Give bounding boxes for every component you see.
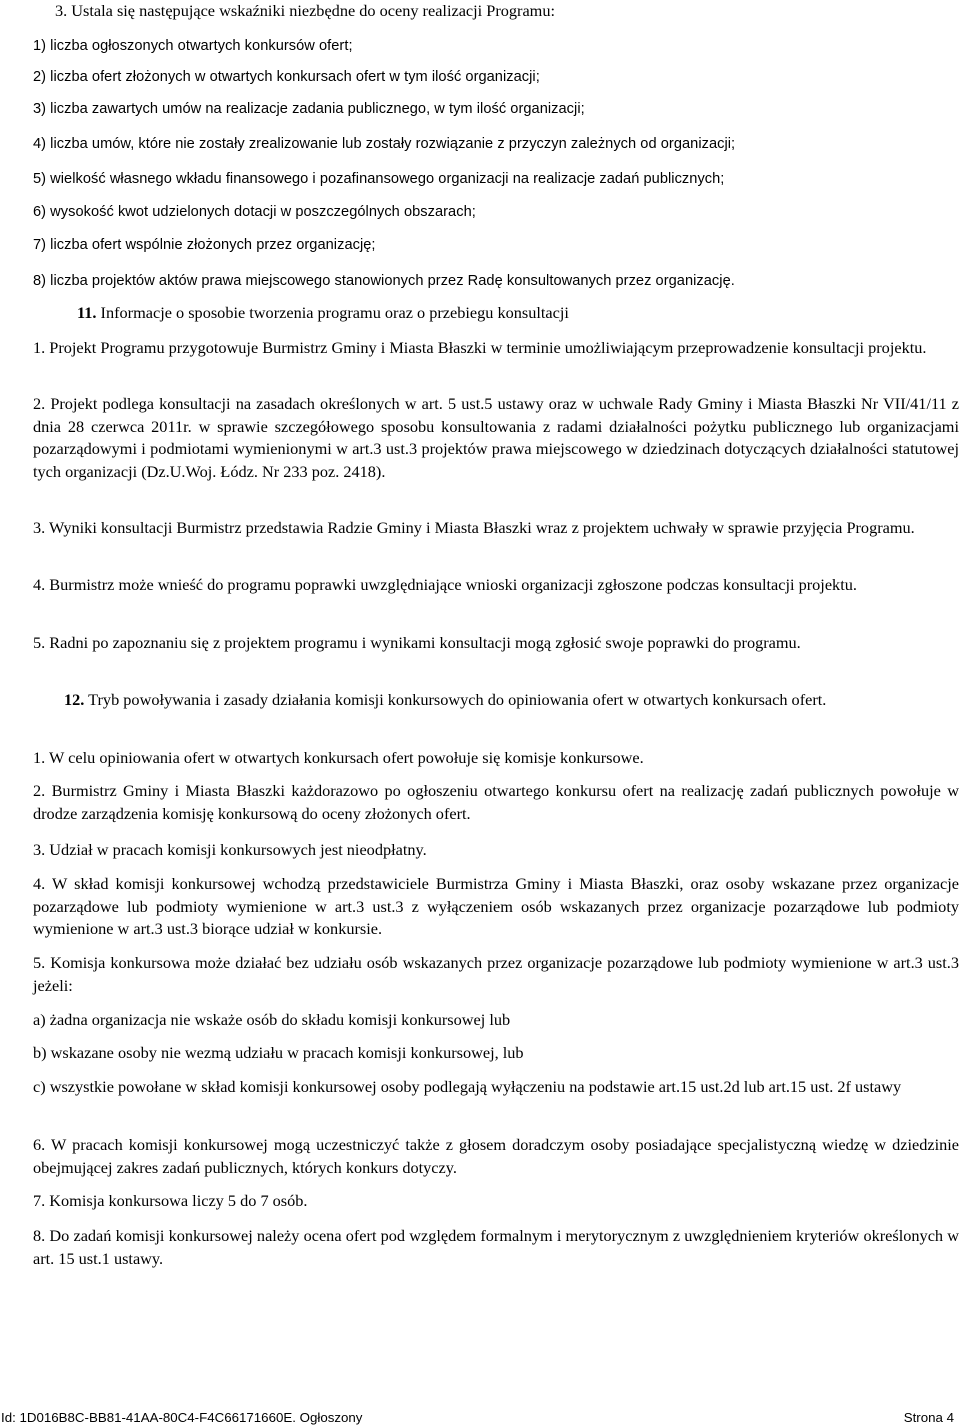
section-12-paragraph: 5. Komisja konkursowa może działać bez udziału osób wskazanych przez organizacje pozarządowe lub podmioty wymienione w art.3 ust.3 jeżeli: xyxy=(33,953,959,995)
section-12-paragraph: 3. Udział w pracach komisji konkursowych jest nieodpłatny. xyxy=(33,840,427,859)
section-11-paragraph: 1. Projekt Programu przygotowuje Burmistrz Gminy i Miasta Błaszki w terminie umożliwiającym przeprowadzenie konsultacji projektu. xyxy=(33,338,927,357)
page-number: Strona 4 xyxy=(903,1410,954,1425)
indicator-item: 5) wielkość własnego wkładu finansowego i pozafinansowego organizacji na realizacje zadań publicznych; xyxy=(33,171,725,187)
indicator-item: 7) liczba ofert wspólnie złożonych przez organizację; xyxy=(33,237,376,253)
condition-item: a) żadna organizacja nie wskaże osób do składu komisji konkursowej lub xyxy=(33,1010,511,1029)
section-number: 11. xyxy=(77,303,97,322)
section-12-paragraph: 2. Burmistrz Gminy i Miasta Błaszki każdorazowo po ogłoszeniu otwartego konkursu ofert na realizację zadań publicznych powołuje w drodze zarządzenia komisję konkursową do oceny złożonych ofert. xyxy=(33,781,959,823)
document-id: Id: 1D016B8C-BB81-41AA-80C4-F4C66171660E. Ogłoszony xyxy=(1,1410,363,1425)
indicator-item: 2) liczba ofert złożonych w otwartych konkursach ofert w tym ilość organizacji; xyxy=(33,69,540,85)
indicators-intro: 3. Ustala się następujące wskaźniki niezbędne do oceny realizacji Programu: xyxy=(55,1,556,20)
section-number: 12. xyxy=(64,690,85,709)
section-12-heading xyxy=(33,689,959,712)
section-12-paragraph: 6. W pracach komisji konkursowej mogą uczestniczyć także z głosem doradczym osoby posiadające specjalistyczną wiedzę w dziedzinie obejmującej zakres zadań publicznych, których konkurs dotyczy. xyxy=(33,1135,959,1177)
section-title: Informacje o sposobie tworzenia programu oraz o przebiegu konsultacji xyxy=(100,303,569,322)
section-11-paragraph: 2. Projekt podlega konsultacji na zasadach określonych w art. 5 ust.5 ustawy oraz w uchwale Rady Gminy i Miasta Błaszki Nr VII/41/11 z dnia 28 czerwca 2011r. w sprawie szczegółowego sposobu konsultowania z radami działalności pożytku publicznego lub organizacjami pozarządowymi i podmiotami wymienionymi w art.3 ust.3 projektów prawa miejscowego w dziedzinach dotyczących działalności statutowej tych organizacji (Dz.U.Woj. Łódz. Nr 233 poz. 2418). xyxy=(33,394,959,481)
indicator-item: 3) liczba zawartych umów na realizacje zadania publicznego, w tym ilość organizacji; xyxy=(33,101,585,117)
indicator-item: 6) wysokość kwot udzielonych dotacji w poszczególnych obszarach; xyxy=(33,204,476,220)
section-12-paragraph: 8. Do zadań komisji konkursowej należy ocena ofert pod względem formalnym i merytorycznym z uwzględnieniem kryteriów określonych w art. 15 ust.1 ustawy. xyxy=(33,1226,959,1268)
indicator-item: 8) liczba projektów aktów prawa miejscowego stanowionych przez Radę konsultowanych przez organizację. xyxy=(33,273,735,289)
indicator-item: 4) liczba umów, które nie zostały zrealizowanie lub zostały rozwiązanie z przyczyn zależnych od organizacji; xyxy=(33,136,736,152)
condition-item: c) wszystkie powołane w skład komisji konkursowej osoby podlegają wyłączeniu na podstawie art.15 ust.2d lub art.15 ust. 2f ustawy xyxy=(33,1077,902,1096)
section-title: Tryb powoływania i zasady działania komisji konkursowych do opiniowania ofert w otwartych konkursach ofert. xyxy=(88,690,827,709)
indicator-item: 1) liczba ogłoszonych otwartych konkursów ofert; xyxy=(33,38,353,54)
section-11-paragraph: 3. Wyniki konsultacji Burmistrz przedstawia Radzie Gminy i Miasta Błaszki wraz z projektem uchwały w sprawie przyjęcia Programu. xyxy=(33,518,915,537)
condition-item: b) wskazane osoby nie wezmą udziału w pracach komisji konkursowej, lub xyxy=(33,1043,524,1062)
section-12-paragraph: 7. Komisja konkursowa liczy 5 do 7 osób. xyxy=(33,1191,308,1210)
section-11-heading xyxy=(77,302,937,325)
section-11-paragraph: 5. Radni po zapoznaniu się z projektem programu i wynikami konsultacji mogą zgłosić swoje poprawki do programu. xyxy=(33,633,801,652)
section-12-paragraph: 1. W celu opiniowania ofert w otwartych konkursach ofert powołuje się komisje konkursowe. xyxy=(33,748,644,767)
section-12-paragraph: 4. W skład komisji konkursowej wchodzą przedstawiciele Burmistrza Gminy i Miasta Błaszki, oraz osoby wskazane przez organizacje pozarządowe lub podmioty wymienione w art.3 ust.3 z wyłączeniem osób wskazanych przez organizacje pozarządowe lub podmioty wymienione w art.3 ust.3 biorące udział w konkursie. xyxy=(33,874,959,938)
page-footer xyxy=(0,1410,960,1428)
section-11-paragraph: 4. Burmistrz może wnieść do programu poprawki uwzględniające wnioski organizacji zgłoszone podczas konsultacji projektu. xyxy=(33,575,857,594)
